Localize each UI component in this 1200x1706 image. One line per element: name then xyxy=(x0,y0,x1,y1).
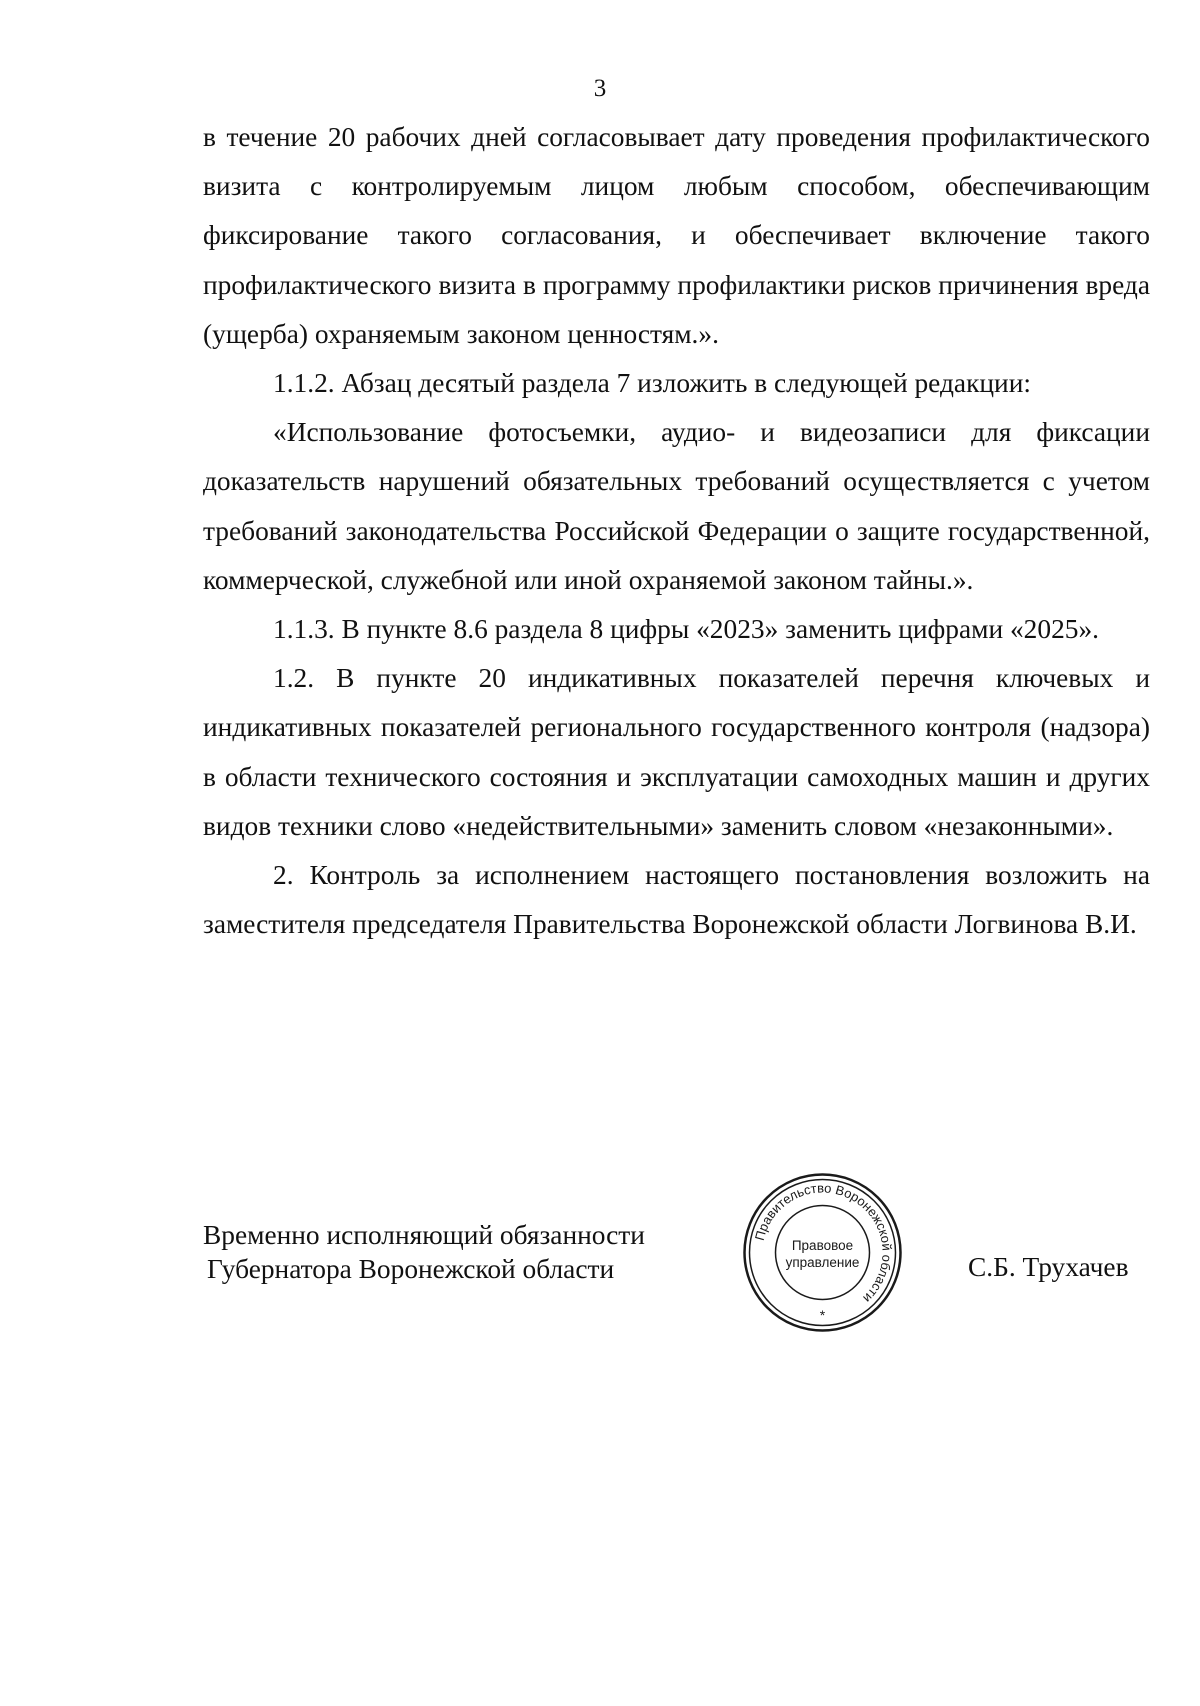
paragraph-quote: «Использование фотосъемки, аудио- и видеозаписи для фиксации доказательств нарушений обязательных требований осуществляется с учетом требований законодательства Российской Федерации о защите государственной, коммерческой, служебной или иной охраняемой законом тайны.». xyxy=(203,417,1150,595)
seal-center-line1: Правовое xyxy=(791,1238,854,1253)
seal-center-line2: управление xyxy=(785,1255,860,1270)
paragraph-1-1-3: 1.1.3. В пункте 8.6 раздела 8 цифры «2023» заменить цифрами «2025». xyxy=(273,614,1099,645)
signatory-name: С.Б. Трухачев xyxy=(968,1252,1129,1282)
page-number: 3 xyxy=(593,75,607,102)
signatory-position-line2: Губернатора Воронежской области xyxy=(207,1254,615,1284)
signatory-position xyxy=(203,1218,645,1286)
paragraph-continuation: в течение 20 рабочих дней согласовывает дату проведения профилактического визита с контролируемым лицом любым способом, обеспечивающим фиксирование такого согласования, и обеспечивает включение такого профилактического визита в программу профилактики рисков причинения вреда (ущерба) охраняемым законом ценностям.». xyxy=(203,122,1150,349)
paragraph-1-1-2: 1.1.2. Абзац десятый раздела 7 изложить в следующей редакции: xyxy=(273,368,1031,399)
signatory-position-line1: Временно исполняющий обязанности xyxy=(203,1220,645,1250)
seal-star: * xyxy=(819,1307,826,1323)
paragraph-1-2: 1.2. В пункте 20 индикативных показателей перечня ключевых и индикативных показателей регионального государственного контроля (надзора) в области технического состояния и эксплуатации самоходных машин и других видов техники слово «недействительными» заменить словом «незаконными». xyxy=(203,663,1150,841)
seal-outer-text: Правительство Воронежской области xyxy=(751,1180,895,1306)
document-body xyxy=(203,113,1150,949)
paragraph-2: 2. Контроль за исполнением настоящего постановления возложить на заместителя председателя Правительства Воронежской области Логвинова В.И. xyxy=(203,860,1150,940)
official-seal xyxy=(740,1170,905,1335)
